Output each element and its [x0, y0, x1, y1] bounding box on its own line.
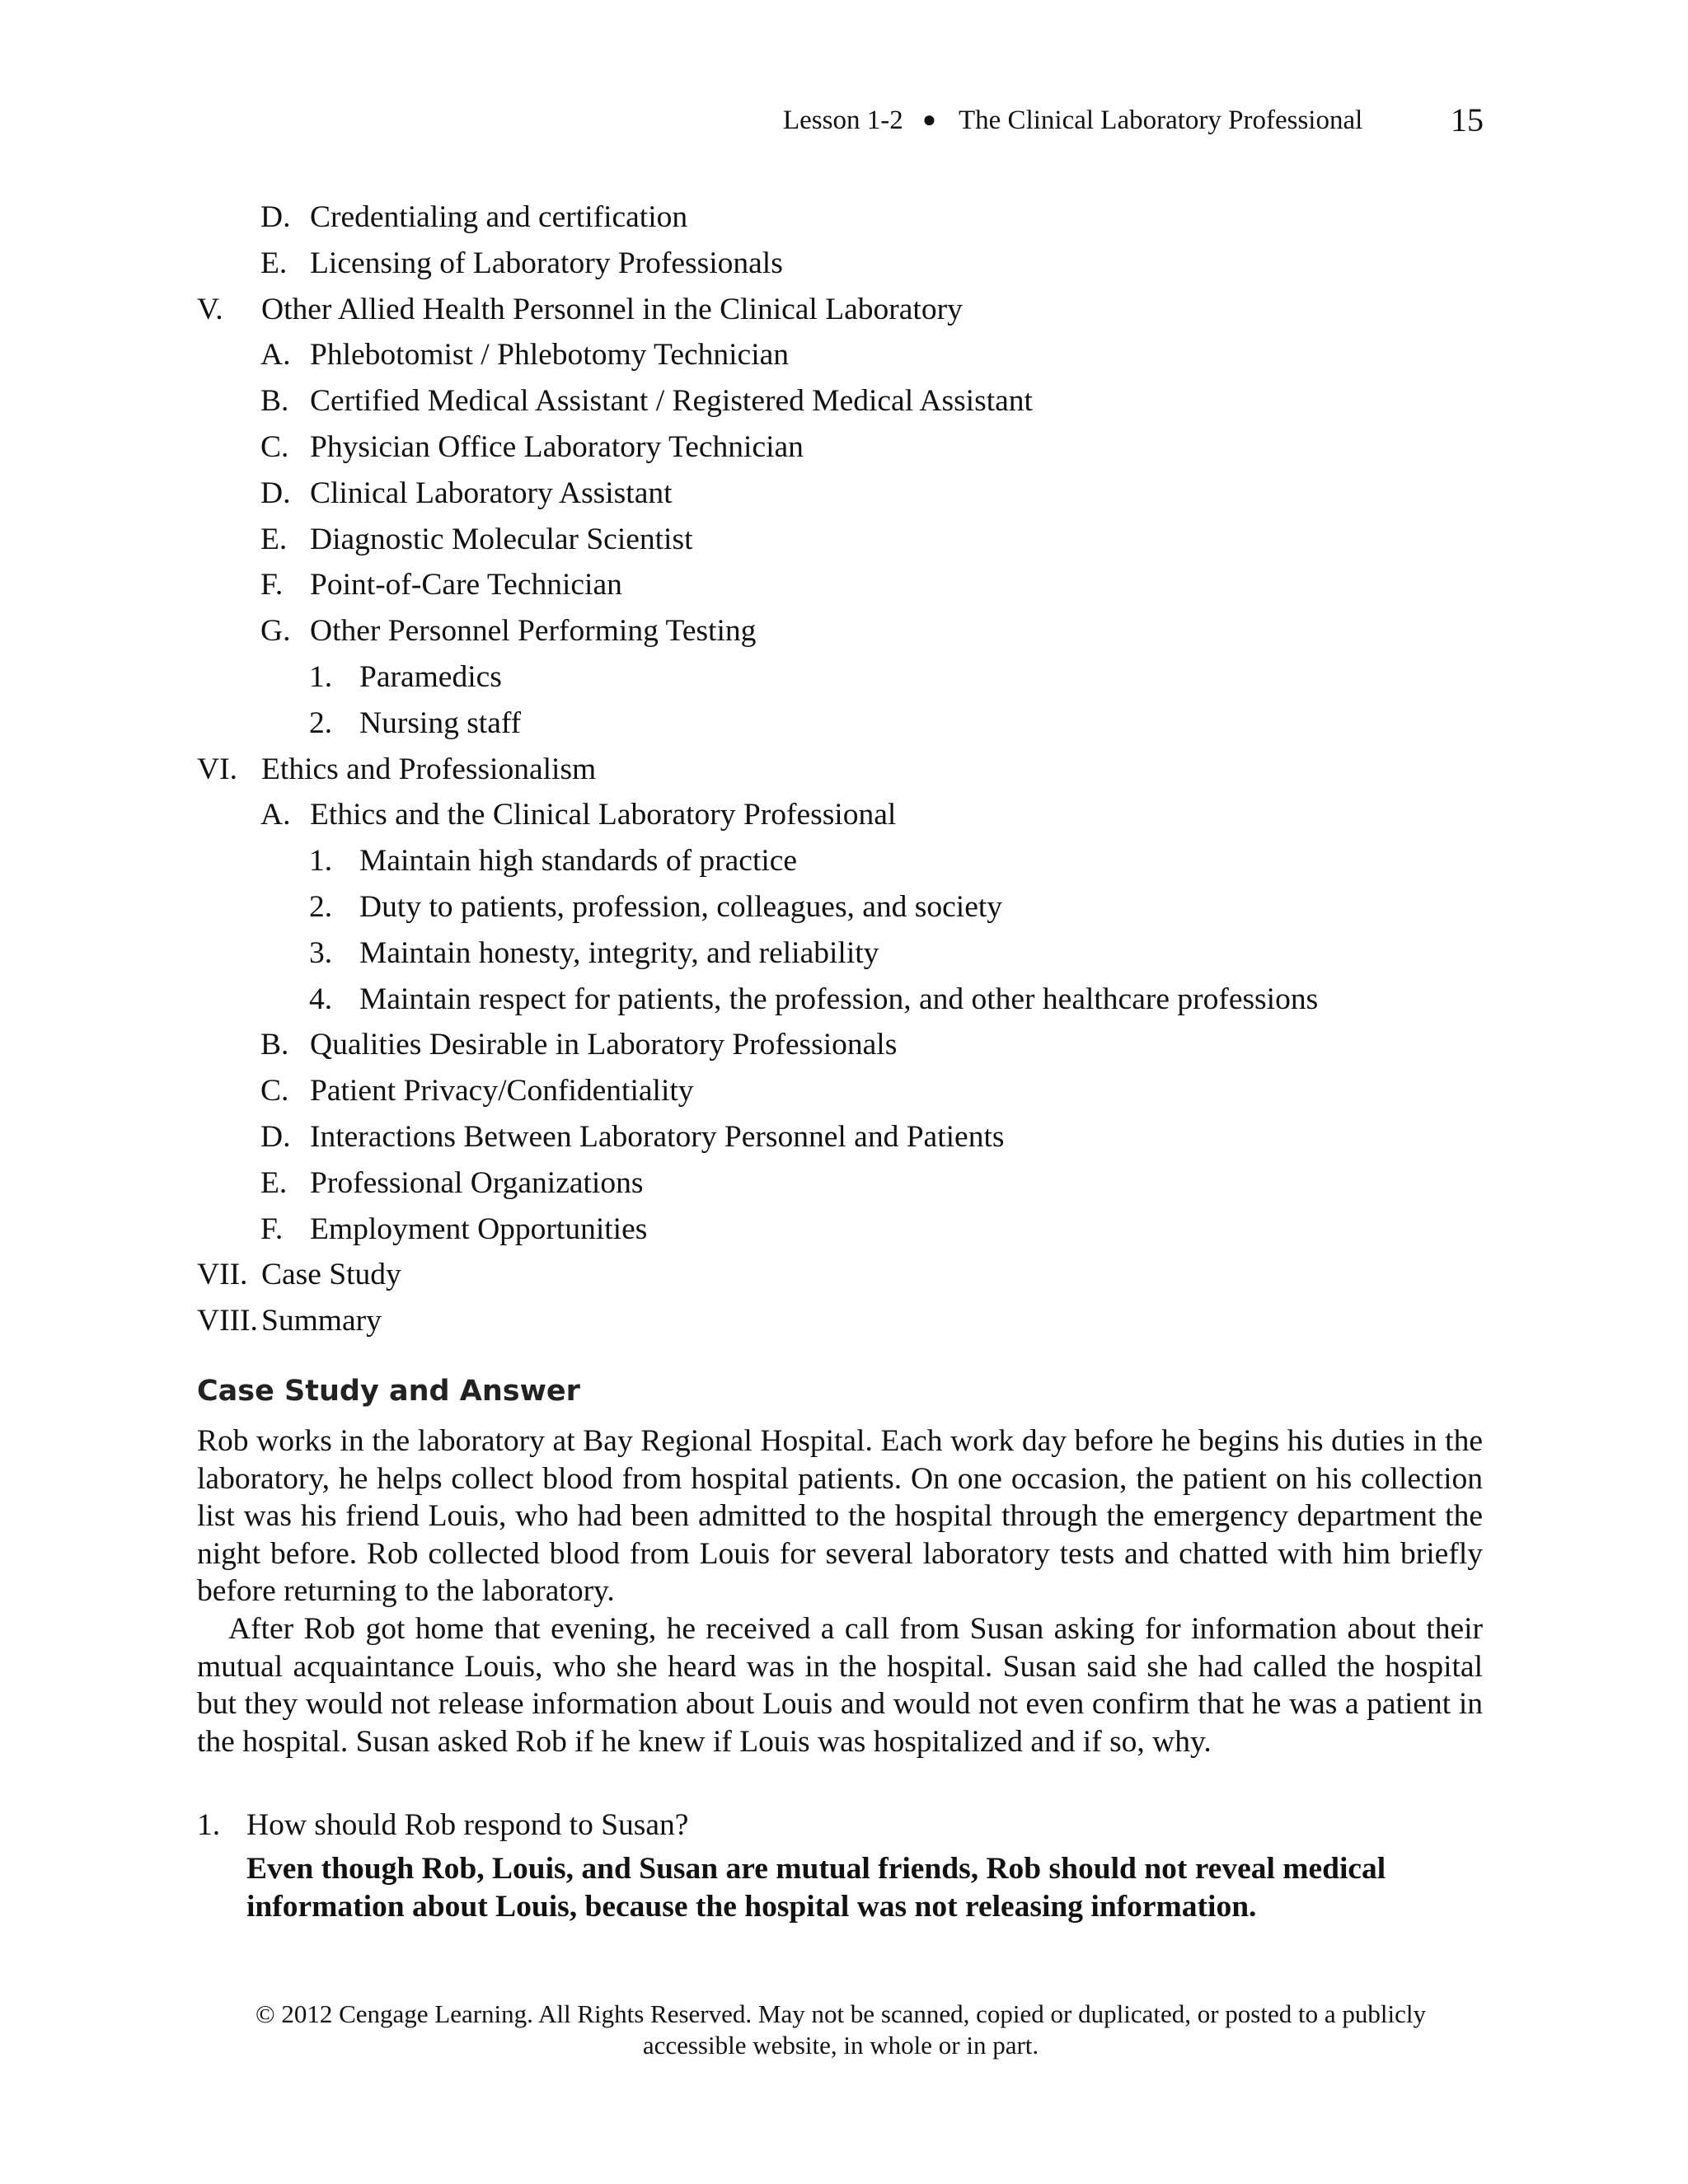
outline-marker: E.: [260, 522, 288, 556]
outline-text: Maintain respect for patients, the profession, and other healthcare professions: [359, 982, 1319, 1016]
outline-text: Certified Medical Assistant / Registered Medical Assistant: [310, 384, 1033, 419]
case-paragraph: Rob works in the laboratory at Bay Regional Hospital. Each work day before he begins his duties in the laboratory, he helps collect blood from hospital patients. On one occasion, the patient on his collection list was his friend Louis, who had been admitted to the hospital through the emergency department the night before. Rob collected blood from Louis for several laboratory tests and chatted with him briefly before returning to the laboratory.: [197, 1424, 1483, 1609]
case-study-text: [197, 1422, 1483, 1760]
outline-item: [0, 1252, 1688, 1298]
outline-text: Duty to patients, profession, colleagues, and society: [359, 889, 1003, 924]
outline-item: [0, 701, 1688, 747]
outline-item: [0, 838, 1688, 884]
running-header: [783, 102, 1484, 138]
outline-item: [0, 332, 1688, 378]
outline-item: [0, 747, 1688, 793]
outline-text: Ethics and Professionalism: [261, 752, 597, 786]
outline-marker: E.: [260, 246, 288, 280]
outline-text: Qualities Desirable in Laboratory Professionals: [310, 1028, 898, 1062]
outline-text: Licensing of Laboratory Professionals: [310, 246, 783, 280]
outline-item: [0, 884, 1688, 930]
outline-marker: G.: [260, 614, 291, 649]
outline-marker: VII.: [197, 1258, 248, 1292]
outline-marker: D.: [260, 1119, 291, 1154]
chapter-title: The Clinical Laboratory Professional: [959, 105, 1363, 135]
outline-marker: C.: [260, 429, 289, 464]
outline-item: [0, 562, 1688, 608]
outline-marker: A.: [260, 338, 291, 373]
outline-item: [0, 424, 1688, 471]
outline-text: Nursing staff: [359, 705, 522, 740]
question-number: 1.: [197, 1808, 221, 1842]
page-number: 15: [1451, 101, 1484, 138]
outline-text: Physician Office Laboratory Technician: [310, 429, 804, 464]
outline-text: Employment Opportunities: [310, 1212, 648, 1246]
outline-item: [0, 1114, 1688, 1160]
outline-marker: B.: [260, 1028, 289, 1062]
answer-text: Even though Rob, Louis, and Susan are mutual friends, Rob should not reveal medical information about Louis, because the hospital was not releasing information.: [246, 1852, 1386, 1924]
outline-marker: F.: [260, 568, 284, 602]
outline-marker: 4.: [309, 982, 333, 1016]
outline-text: Phlebotomist / Phlebotomy Technician: [310, 338, 790, 373]
outline-marker: D.: [260, 200, 291, 234]
outline-text: Ethics and the Clinical Laboratory Professional: [310, 798, 897, 832]
case-study-heading: Case Study and Answer: [197, 1375, 580, 1408]
outline-item: [0, 517, 1688, 563]
outline-item: [0, 194, 1688, 241]
outline-text: Diagnostic Molecular Scientist: [310, 522, 693, 556]
outline-text: Summary: [261, 1304, 382, 1338]
outline-marker: E.: [260, 1165, 288, 1200]
question-text: How should Rob respond to Susan?: [246, 1808, 689, 1842]
outline-item: [0, 471, 1688, 517]
outline-text: Point-of-Care Technician: [310, 568, 622, 602]
outline-item: [0, 654, 1688, 701]
outline-text: Clinical Laboratory Assistant: [310, 476, 673, 510]
outline-marker: VI.: [197, 752, 237, 786]
outline-text: Case Study: [261, 1258, 401, 1292]
outline-item: [0, 287, 1688, 333]
outline-item: [0, 1068, 1688, 1114]
case-paragraph: After Rob got home that evening, he received a call from Susan asking for information about their mutual acquaintance Louis, who she heard was in the hospital. Susan said she had called the hospital but they would not release information about Louis and would not even confirm that he was a patient in the hospital. Susan asked Rob if he knew if Louis was hospitalized and if so, why.: [197, 1611, 1483, 1759]
outline-marker: 1.: [309, 844, 333, 879]
outline-text: Patient Privacy/Confidentiality: [310, 1074, 694, 1108]
outline-marker: V.: [197, 292, 223, 326]
bullet-separator: ●: [922, 107, 936, 133]
outline-marker: 1.: [309, 659, 333, 694]
outline-marker: F.: [260, 1212, 284, 1246]
outline-text: Professional Organizations: [310, 1165, 644, 1200]
outline-marker: B.: [260, 384, 289, 419]
footer-line: accessible website, in whole or in part.: [642, 2031, 1039, 2060]
outline-marker: A.: [260, 798, 291, 832]
outline-marker: 2.: [309, 889, 333, 924]
outline-text: Maintain honesty, integrity, and reliability: [359, 935, 879, 970]
outline-marker: D.: [260, 476, 291, 510]
footer-line: © 2012 Cengage Learning. All Rights Reserved. May not be scanned, copied or duplicated, or posted to a publicly: [256, 1999, 1426, 2028]
outline-item: [0, 1207, 1688, 1253]
outline-marker: 2.: [309, 705, 333, 740]
outline-marker: C.: [260, 1074, 289, 1108]
outline-item: [0, 1160, 1688, 1207]
outline-text: Credentialing and certification: [310, 200, 688, 234]
outline-item: [0, 378, 1688, 424]
outline-item: [0, 241, 1688, 287]
outline-item: [0, 792, 1688, 838]
outline-text: Maintain high standards of practice: [359, 844, 798, 879]
outline-item: [0, 977, 1688, 1023]
copyright-footer: [165, 1999, 1517, 2061]
outline-text: Paramedics: [359, 659, 502, 694]
outline-item: [0, 930, 1688, 977]
outline-marker: 3.: [309, 935, 333, 970]
outline-item: [0, 1022, 1688, 1068]
outline-marker: VIII.: [197, 1304, 258, 1338]
outline-text: Other Allied Health Personnel in the Clinical Laboratory: [261, 292, 963, 326]
outline-text: Interactions Between Laboratory Personnel and Patients: [310, 1119, 1005, 1154]
outline-item: [0, 1298, 1688, 1344]
outline-text: Other Personnel Performing Testing: [310, 614, 757, 649]
lesson-label: Lesson 1-2: [783, 105, 903, 135]
outline-item: [0, 608, 1688, 654]
lesson-outline: [0, 194, 1688, 1344]
